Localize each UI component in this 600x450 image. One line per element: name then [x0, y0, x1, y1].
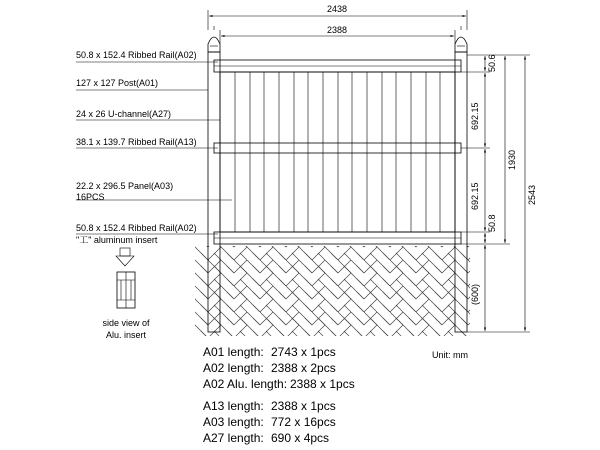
length-value: 2743 x 1pcs — [271, 345, 336, 359]
callout-top-rail: 50.8 x 152.4 Ribbed Rail(A02) — [76, 50, 197, 60]
length-value: 772 x 16pcs — [271, 415, 336, 429]
length-value: 2388 x 1pcs — [271, 399, 336, 413]
dim-underground-depth: (600) — [470, 283, 480, 305]
dim-above-ground-height: 1930 — [507, 149, 517, 170]
panel-boards — [220, 72, 455, 232]
length-label: A27 length: — [203, 431, 264, 445]
callout-panel: 22.2 x 296.5 Panel(A03) — [76, 181, 174, 191]
length-label: A02 Alu. length: — [203, 377, 288, 391]
callout-bottom-rail: 50.8 x 152.4 Ribbed Rail(A02) — [76, 223, 197, 233]
ground-hatch — [195, 246, 470, 336]
dim-top-rail-height: 50.6 — [487, 54, 497, 72]
callout-panel-count: 16PCS — [76, 192, 105, 202]
callout-u-channel: 24 x 26 U-channel(A27) — [76, 109, 172, 119]
dim-lower-panel-height: 692.15 — [470, 182, 480, 210]
length-value: 690 x 4pcs — [271, 431, 330, 445]
length-value: 2388 x 1pcs — [290, 377, 355, 391]
dim-bottom-rail-height: 50.8 — [487, 214, 497, 232]
insert-side-view — [116, 248, 135, 308]
mid-rail — [214, 143, 461, 153]
dim-inner-width: 2388 — [326, 25, 348, 35]
callout-insert-note: "工" aluminum insert — [76, 235, 158, 245]
dim-overall-width: 2438 — [326, 4, 348, 14]
length-label: A01 length: — [203, 345, 264, 359]
length-label: A13 length: — [203, 399, 264, 413]
length-label: A03 length: — [203, 415, 264, 429]
lengths-table — [203, 345, 355, 445]
side-view-label-2: Alu. insert — [105, 330, 147, 340]
unit-label: Unit: mm — [432, 350, 468, 360]
length-value: 2388 x 2pcs — [271, 361, 336, 375]
dim-upper-panel-height: 692.15 — [470, 102, 480, 130]
callout-post: 127 x 127 Post(A01) — [76, 78, 159, 88]
length-label: A02 length: — [203, 361, 264, 375]
callout-mid-rail: 38.1 x 139.7 Ribbed Rail(A13) — [76, 137, 197, 147]
side-view-label-1: side view of — [102, 318, 150, 328]
dim-total-height: 2543 — [527, 184, 537, 205]
